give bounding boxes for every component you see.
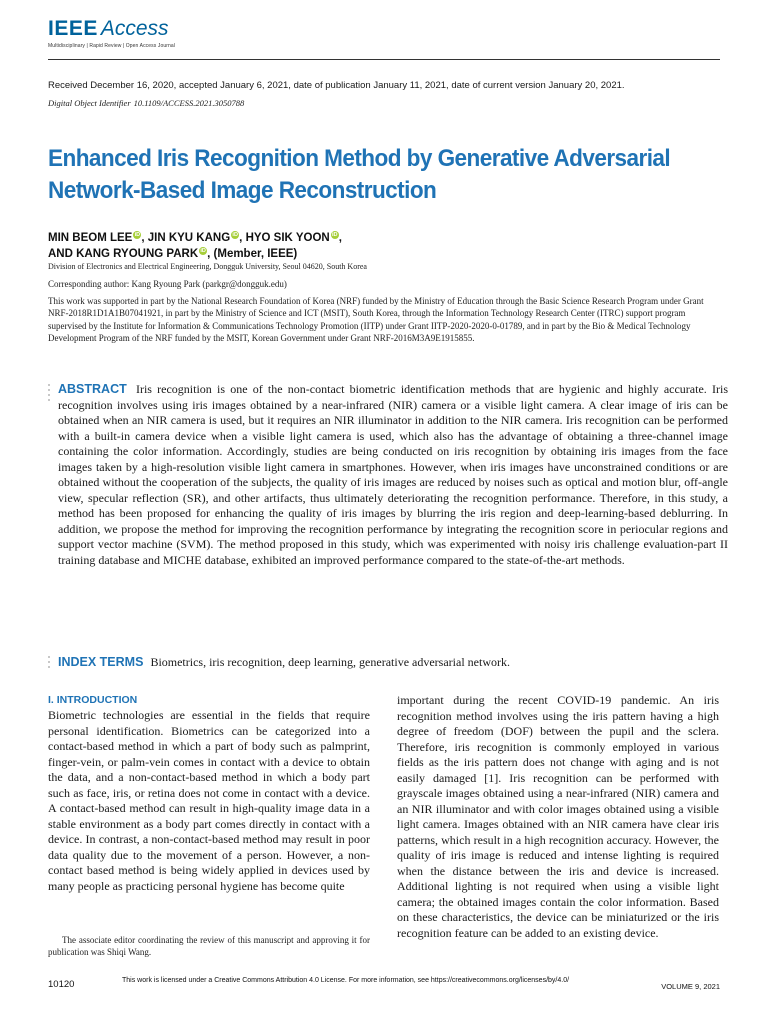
index-terms — [58, 654, 728, 670]
received-dates: Received December 16, 2020, accepted January 6, 2021, date of publication January 11, 2021, date of current version January 20, 2021. — [48, 80, 625, 91]
header-divider — [48, 59, 720, 60]
doi-line — [48, 98, 244, 108]
author-list — [48, 230, 688, 262]
author-name: MIN BEOM LEE — [48, 232, 133, 244]
logo-access-text: Access — [100, 17, 169, 40]
author-name: AND KANG RYOUNG PARK — [48, 248, 199, 260]
intro-left-text: Biometric technologies are essential in the fields that require personal identification. Biometrics can be categorized into a contact-based method in which a part of body such as palmprint, finger-vein, or palm-vein comes in contact with a device to obtain the data, and a non-contact-based method in which a body part such as face, iris, or retina does not come in contact with a device. A contact-based method can result in high-quality image data in a stable environment as a body part comes directly in contact with a device. In contrast, a non-contact-based method may result in poor data quality due to the movement of a person. However, a non-contact based method is being widely applied in devices used by many people as practicing personal hygiene has become quite — [48, 708, 370, 893]
affiliation: Division of Electronics and Electrical Engineering, Dongguk University, Seoul 04620, South Korea — [48, 262, 367, 271]
abstract-marker-icon — [48, 384, 50, 404]
doi-value[interactable]: 10.1109/ACCESS.2021.3050788 — [133, 98, 245, 108]
orcid-icon[interactable]: iD — [200, 248, 206, 255]
intro-right-text: important during the recent COVID-19 pandemic. An iris recognition method involves using the iris pattern having a high degree of freedom (DOF) between the pupil and the sclera. Therefore, iris recognition is commonly employed in various fields as the iris pattern does not change with aging and is not easily damaged [1]. Iris recognition can be performed with grayscale images obtained using a near-infrared (NIR) camera and an NIR illuminator and with color images obtained using a visible light camera. Images obtained with an NIR camera have clear iris patterns, which result in a high recognition accuracy. However, the quality of iris image is reduced and intense lighting is required when the distance between the iris and device is increased. Additional lighting is not required when using a visible light camera; the obtained images contain the color information. Based on these characteristics, the device can be miniaturized or the iris recognition feature can be added to an existing device. — [397, 693, 719, 940]
author-name: JIN KYU KANG — [147, 232, 231, 244]
index-terms-marker-icon — [48, 656, 50, 671]
journal-logo — [48, 18, 175, 49]
page-number: 10120 — [48, 979, 75, 990]
logo-tagline: Multidisciplinary | Rapid Review | Open Access Journal — [48, 43, 175, 49]
right-column — [397, 693, 719, 941]
funding-statement: This work was supported in part by the National Research Foundation of Korea (NRF) funded by the Ministry of Education through the Basic Science Research Program under Grant NRF-2018R1D1A1B07041921, in part by the Ministry of Science and ICT (MSIT), South Korea, through the Information Technology Research Center (ITRC) support program supervised by the Institute for Information & Communications Technology Promotion (IITP) under Grant IITP-2020-2020-0-01789, and in part by the Bio & Medical Technology Development Program of the NRF funded by the MSIT, Korean Government under Grant NRF-2016M3A9E1915855. — [48, 296, 704, 343]
license-notice: This work is licensed under a Creative Commons Attribution 4.0 License. For more information, see https://creativecommons.org/licenses/by/4.0/ — [122, 977, 570, 984]
doi-label: Digital Object Identifier — [48, 98, 131, 108]
author-separator: , (Member, IEEE) — [207, 248, 298, 260]
section-heading-introduction: I. INTRODUCTION — [48, 694, 138, 706]
left-column — [48, 693, 370, 894]
orcid-icon[interactable]: iD — [232, 232, 238, 239]
logo-ieee-text: IEEE — [48, 17, 98, 40]
orcid-icon[interactable]: iD — [331, 232, 338, 239]
author-name: HYO SIK YOON — [245, 232, 330, 244]
orcid-icon[interactable]: iD — [134, 232, 141, 239]
abstract-label: ABSTRACT — [58, 382, 127, 396]
abstract — [58, 382, 728, 568]
index-terms-text: Biometrics, iris recognition, deep learning, generative adversarial network. — [150, 655, 510, 669]
author-separator: , — [141, 232, 148, 244]
paper-title: Enhanced Iris Recognition Method by Generative Adversarial Network-Based Image Reconstruction — [48, 145, 671, 204]
author-separator: , — [239, 232, 246, 244]
corresponding-author: Corresponding author: Kang Ryoung Park (parkgr@dongguk.edu) — [48, 279, 287, 289]
author-separator: , — [338, 232, 342, 244]
index-terms-label: INDEX TERMS — [58, 655, 144, 669]
volume-label: VOLUME 9, 2021 — [661, 982, 720, 991]
abstract-text: Iris recognition is one of the non-contact biometric identification methods that are hygienic and highly accurate. Iris recognition involves using iris images obtained by a near-infrared (NIR) camera or a visible light camera. A clear image of iris can be obtained when an NIR camera is used, but it requires an NIR illuminator in addition to the NIR camera. Iris recognition can be performed with a built-in camera device when a visible light camera is used, which also has the advantage of obtaining a three-channel image containing the color information. Accordingly, studies are being conducted on iris recognition by obtaining iris images from the face images taken by a high-resolution visible light camera in smartphones. However, when iris images have unconstrained conditions or are obtained without the cooperation of the subjects, the quality of iris images are reduced by noises such as optical and motion blur, off-angle view, specular reflection (SR), and other artifacts, thus ultimately deteriorating the recognition performance. Therefore, in this study, a method has been proposed for enhancing the quality of iris images by blurring the iris region and deep-learning-based deblurring. In addition, we propose the method for improving the recognition performance by integrating the recognition score in periocular regions and support vector machine (SVM). The method proposed in this study, which was experimented with noisy iris challenge evaluation-part II training database and MICHE database, exhibited an improved performance compared to the state-of-the-art methods. — [58, 382, 728, 567]
editor-footnote: The associate editor coordinating the review of this manuscript and approving it for publication was Shiqi Wang. — [48, 935, 370, 957]
